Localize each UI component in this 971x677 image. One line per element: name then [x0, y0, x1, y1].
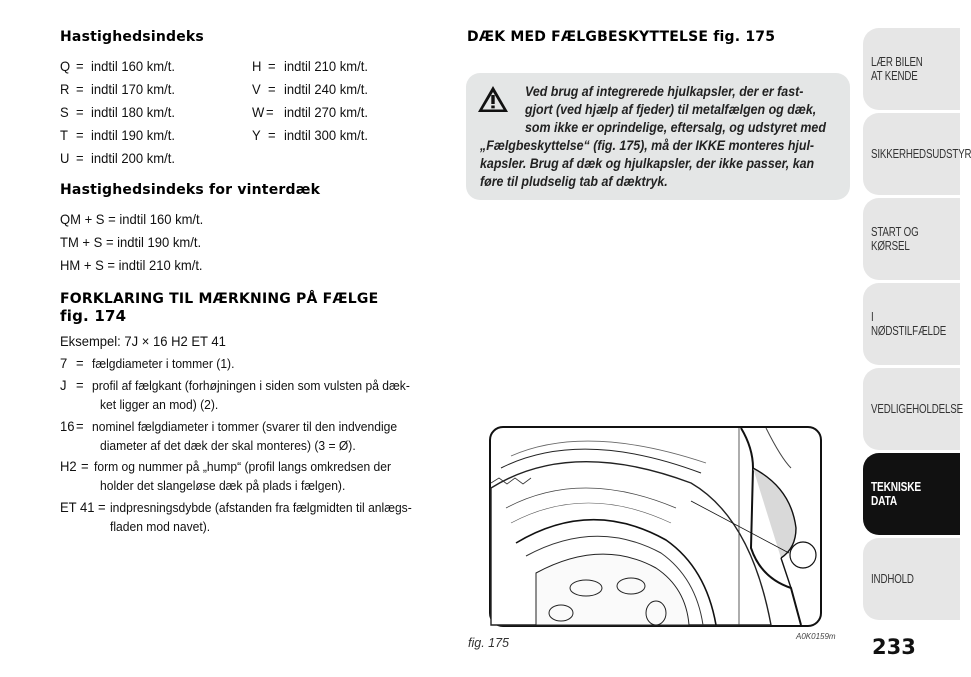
speed-eq: = [268, 127, 276, 143]
winter-index-line: TM + S = indtil 190 km/t. [60, 234, 202, 250]
speed-code: W [252, 104, 265, 120]
speed-code: S [60, 104, 69, 120]
tire-illustration [491, 428, 820, 625]
warning-text-line: „Fælgbeskyttelse“ (fig. 175), må der IKKE monteres hjul- [480, 138, 815, 153]
figure-code: A0K0159m [796, 632, 836, 641]
warning-text-line: kapsler. Brug af dæk og hjulkapsler, der ikke passer, kan [480, 156, 815, 171]
rim-item-code: ET 41 [60, 499, 95, 515]
speed-eq: = [268, 81, 276, 97]
rim-item-text-cont: diameter af det dæk der skal monteres) (3 = Ø). [100, 438, 356, 453]
chapter-tabs [863, 0, 971, 677]
winter-index-line: HM + S = indtil 210 km/t. [60, 257, 203, 273]
speed-eq: = [266, 104, 274, 120]
left-column [60, 0, 450, 677]
tab-label: INDHOLD [871, 572, 914, 586]
rim-item-text: fælgdiameter i tommer (1). [92, 356, 235, 371]
speed-code: H [252, 58, 262, 74]
speed-eq: = [76, 104, 84, 120]
hubcap-heading: DÆK MED FÆLGBESKYTTELSE fig. 175 [467, 29, 776, 45]
tab-label: LÆR BILEN AT KENDE [871, 55, 923, 83]
speed-eq: = [76, 150, 84, 166]
tire-figure [489, 426, 822, 627]
speed-code: Q [60, 58, 71, 74]
rim-item-eq: = [98, 499, 106, 515]
tab-start-og-korsel[interactable] [863, 198, 960, 280]
warning-triangle-icon [476, 84, 510, 114]
tab-tekniske-data[interactable] [863, 453, 960, 535]
tab-label: I NØDSTILFÆLDE [871, 310, 947, 338]
rim-item-text: indpresningsdybde (afstanden fra fælgmidten til anlægs- [110, 500, 412, 515]
rim-item-text-cont: holder det slangeløse dæk på plads i fælgen). [100, 478, 346, 493]
rim-marking-figref: fig. 174 [60, 307, 127, 325]
rim-item-eq: = [76, 418, 84, 434]
tab-label: VEDLIGEHOLDELSE [871, 402, 963, 416]
winter-index-heading: Hastighedsindeks for vinterdæk [60, 182, 321, 198]
warning-text-line: som ikke er oprindelige, eftersalg, og udstyret med [525, 120, 826, 135]
speed-value: indtil 190 km/t. [91, 127, 175, 143]
speed-code: U [60, 150, 70, 166]
rim-item-text: nominel fælgdiameter i tommer (svarer til den indvendige [92, 419, 398, 434]
speed-value: indtil 160 km/t. [91, 58, 175, 74]
rim-item-code: 7 [60, 355, 68, 371]
speed-code: T [60, 127, 68, 143]
rim-item-text-cont: ket ligger an mod) (2). [100, 397, 219, 412]
tab-label: START OG KØRSEL [871, 225, 919, 253]
speed-value: indtil 180 km/t. [91, 104, 175, 120]
speed-eq: = [76, 81, 84, 97]
speed-value: indtil 200 km/t. [91, 150, 175, 166]
speed-index-heading: Hastighedsindeks [60, 29, 204, 45]
speed-code: V [252, 81, 261, 97]
tab-laer-bilen-at-kende[interactable] [863, 28, 960, 110]
speed-eq: = [268, 58, 276, 74]
speed-value: indtil 170 km/t. [91, 81, 175, 97]
figure-caption: fig. 175 [468, 636, 510, 650]
speed-value: indtil 210 km/t. [284, 58, 368, 74]
rim-item-text-cont: fladen mod navet). [110, 519, 211, 534]
rim-example: Eksempel: 7J × 16 H2 ET 41 [60, 333, 226, 349]
warning-text-line: gjort (ved hjælp af fjeder) til metalfælgen og dæk, [525, 102, 817, 117]
rim-marking-heading: FORKLARING TIL MÆRKNING PÅ FÆLGE [60, 291, 379, 307]
tab-label: SIKKERHEDSUDSTYR [871, 147, 971, 161]
speed-code: R [60, 81, 70, 97]
speed-value: indtil 270 km/t. [284, 104, 368, 120]
rim-item-eq: = [76, 377, 84, 393]
rim-item-eq: = [81, 458, 89, 474]
speed-value: indtil 240 km/t. [284, 81, 368, 97]
speed-value: indtil 300 km/t. [284, 127, 368, 143]
winter-index-line: QM + S = indtil 160 km/t. [60, 211, 204, 227]
tab-label: TEKNISKE DATA [871, 479, 922, 508]
rim-item-code: 16 [60, 418, 75, 434]
warning-text-line: føre til pludselig tab af dæktryk. [480, 174, 668, 189]
tab-vedligeholdelse[interactable] [863, 368, 963, 450]
rim-item-text: profil af fælgkant (forhøjningen i siden som vulsten på dæk- [92, 378, 410, 393]
tab-i-nodstilfaelde[interactable] [863, 283, 960, 365]
speed-eq: = [76, 58, 84, 74]
rim-item-text: form og nummer på „hump“ (profil langs omkredsen der [94, 459, 392, 474]
rim-item-eq: = [76, 355, 84, 371]
tab-indhold[interactable] [863, 538, 960, 620]
rim-item-code: J [60, 377, 67, 393]
tab-sikkerhedsudstyr[interactable] [863, 113, 971, 195]
warning-text-line: Ved brug af integrerede hjulkapsler, der er fast- [525, 84, 804, 99]
speed-eq: = [76, 127, 84, 143]
speed-code: Y [252, 127, 261, 143]
rim-item-code: H2 [60, 458, 77, 474]
page-number: 233 [872, 635, 916, 659]
